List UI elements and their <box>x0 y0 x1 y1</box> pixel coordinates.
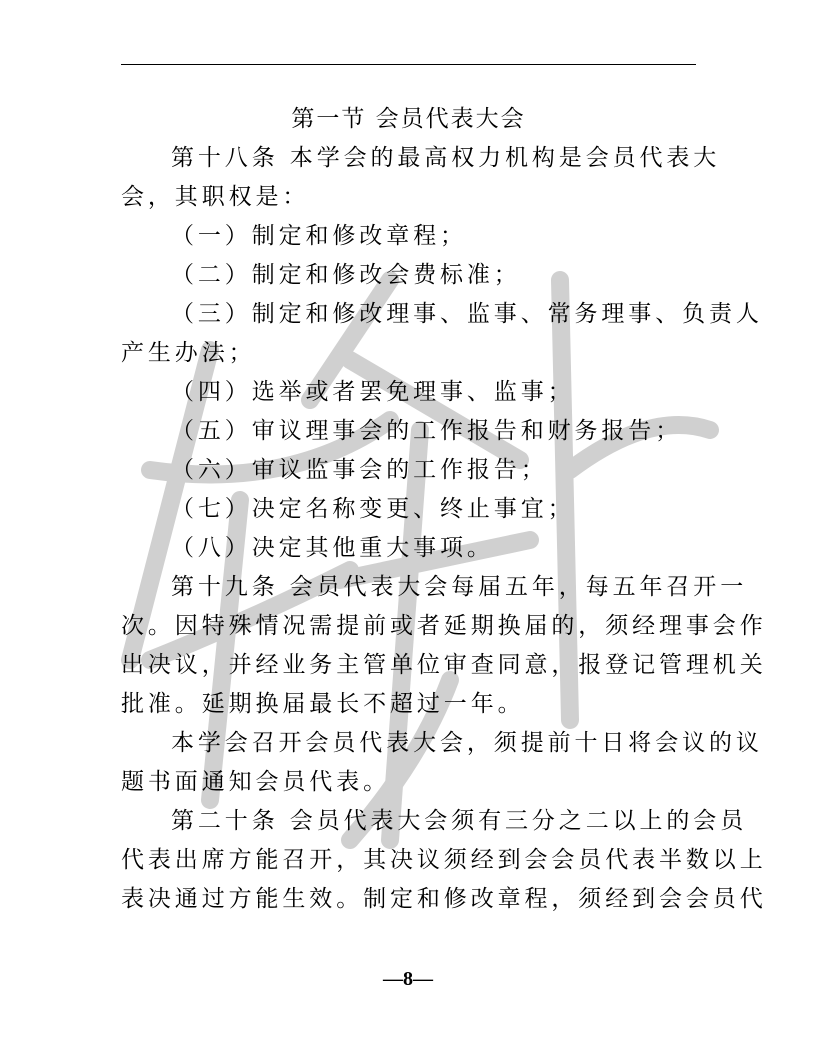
text-line: 出决议，并经业务主管单位审查同意，报登记管理机关 <box>121 652 767 678</box>
section-title: 第一节 会员代表大会 <box>291 106 526 132</box>
text-line: 表决通过方能生效。制定和修改章程，须经到会会员代 <box>121 886 767 912</box>
text-line: （五）审议理事会的工作报告和财务报告； <box>171 418 683 444</box>
text-line: 第二十条 会员代表大会须有三分之二以上的会员 <box>171 808 748 834</box>
text-line: （二）制定和修改会费标准； <box>171 262 521 288</box>
header-rule <box>121 64 696 65</box>
text-line: 代表出席方能召开，其决议须经到会会员代表半数以上 <box>121 847 767 873</box>
text-line: 会，其职权是： <box>121 184 310 210</box>
text-line: 产生办法； <box>121 340 256 366</box>
text-line: （七）决定名称变更、终止事宜； <box>171 496 575 522</box>
page-number: —8— <box>383 968 433 990</box>
text-line: （四）选举或者罢免理事、监事； <box>171 379 575 405</box>
text-line: 本学会召开会员代表大会，须提前十日将会议的议 <box>171 730 763 756</box>
text-line: 第十八条 本学会的最高权力机构是会员代表大 <box>171 145 721 171</box>
text-line: （八）决定其他重大事项。 <box>171 535 494 561</box>
text-line: 第十九条 会员代表大会每届五年，每五年召开一 <box>171 574 748 600</box>
text-line: 次。因特殊情况需提前或者延期换届的，须经理事会作 <box>121 613 767 639</box>
text-line: （六）审议监事会的工作报告； <box>171 457 548 483</box>
text-line: 批准。延期换届最长不超过一年。 <box>121 691 525 717</box>
text-line: 题书面通知会员代表。 <box>121 769 390 795</box>
text-line: （三）制定和修改理事、监事、常务理事、负责人 <box>171 301 763 327</box>
document-body <box>121 100 767 919</box>
text-line: （一）制定和修改章程； <box>171 223 467 249</box>
